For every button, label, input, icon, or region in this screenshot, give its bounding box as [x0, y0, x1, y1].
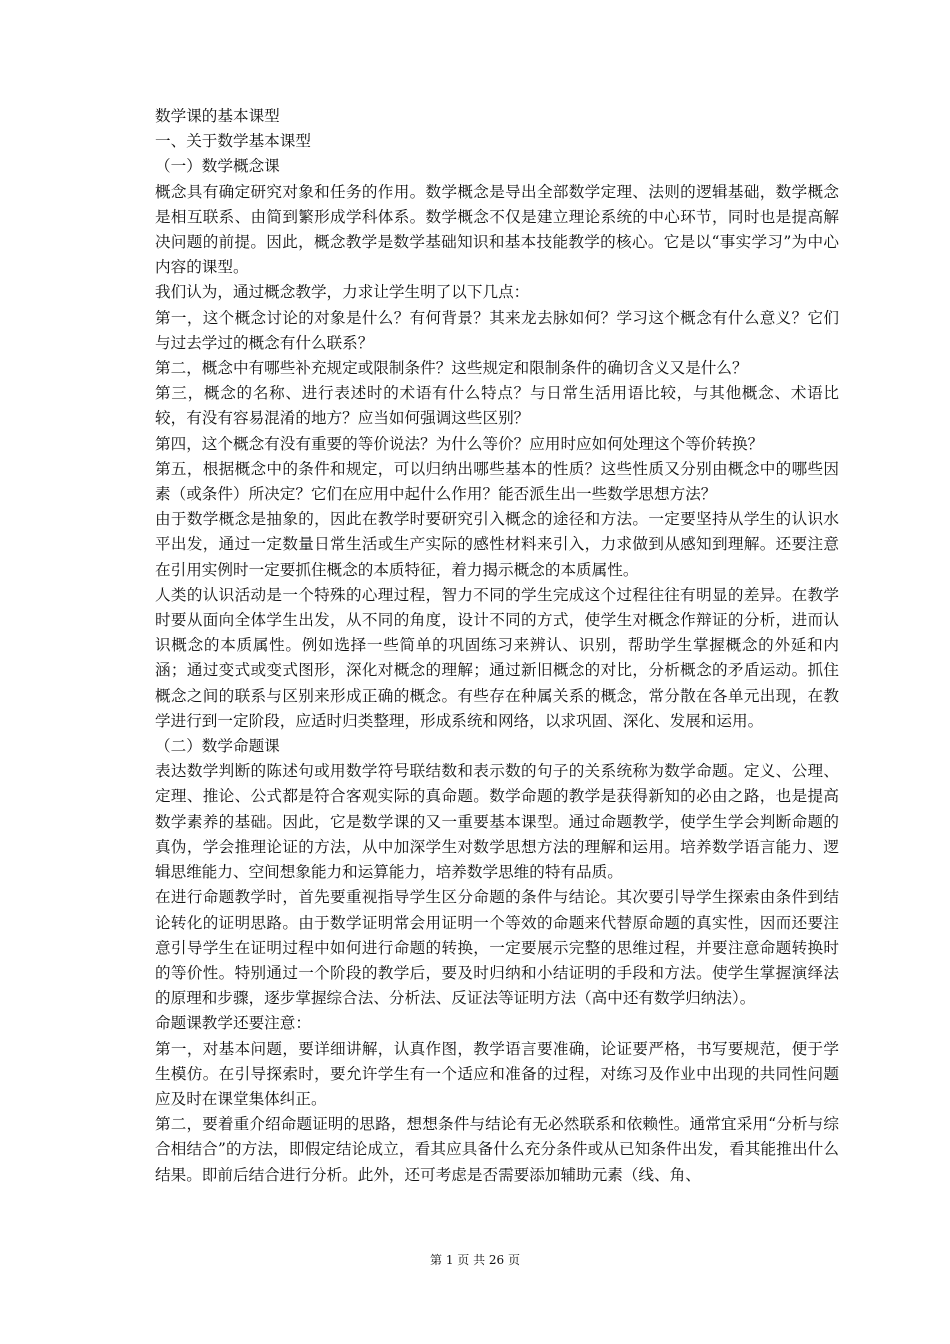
document-title: 数学课的基本课型 — [155, 107, 280, 125]
paragraph: 表达数学判断的陈述句或用数学符号联结数和表示数的句子的关系统称为数学命题。定义、公理、定理、推论、公式都是符合客观实际的真命题。数学命题的教学是获得新知的必由之路，也是提高数学素养的基础。因此，它是数学课的又一重要基本课型。通过命题教学，使学生学会判断命题的真伪，学会推理论证的方法，从中加深学生对数学思想方法的理解和运用。培养数学语言能力、逻辑思维能力、空间想象能力和运算能力，培养数学思维的特有品质。 — [155, 762, 839, 882]
paragraph: 第二，概念中有哪些补充规定或限制条件？这些规定和限制条件的确切含义又是什么？ — [155, 359, 748, 378]
paragraph: 我们认为，通过概念教学，力求让学生明了以下几点： — [155, 283, 530, 302]
paragraph: 第四，这个概念有没有重要的等价说法？为什么等价？应用时应如何处理这个等价转换？ — [155, 434, 764, 453]
paragraph: 概念具有确定研究对象和任务的作用。数学概念是导出全部数学定理、法则的逻辑基础，数学概念是相互联系、由简到繁形成学科体系。数学概念不仅是建立理论系统的中心环节，同时也是提高解决问题的前提。因此，概念教学是数学基础知识和基本技能教学的核心。它是以“事实学习”为中心内容的课型。 — [155, 182, 839, 277]
paragraph: 第二，要着重介绍命题证明的思路，想想条件与结论有无必然联系和依赖性。通常宜采用“分析与综合相结合”的方法，即假定结论成立，看其应具备什么充分条件或从已知条件出发，看其能推出什么结果。即前后结合进行分析。此外，还可考虑是否需要添加辅助元素（线、角、 — [155, 1115, 839, 1184]
subheading-concept-lesson: （一）数学概念课 — [155, 157, 280, 176]
paragraph: 第一，这个概念讨论的对象是什么？有何背景？其来龙去脉如何？学习这个概念有什么意义？它们与过去学过的概念有什么联系？ — [155, 308, 839, 352]
paragraph: 人类的认识活动是一个特殊的心理过程，智力不同的学生完成这个过程往往有明显的差异。在教学时要从面向全体学生出发，从不同的角度，设计不同的方式，使学生对概念作辩证的分析，进而认识概念的本质属性。例如选择一些简单的巩固练习来辨认、识别，帮助学生掌握概念的外延和内涵；通过变式或变式图形，深化对概念的理解；通过新旧概念的对比，分析概念的矛盾运动。抓住概念之间的联系与区别来形成正确的概念。有些存在种属关系的概念，常分散在各单元出现，在教学进行到一定阶段，应适时归类整理，形成系统和网络，以求巩固、深化、发展和运用。 — [155, 585, 839, 730]
heading-basic-lesson-types: 一、关于数学基本课型 — [155, 132, 311, 151]
paragraph: 命题课教学还要注意： — [155, 1014, 311, 1033]
paragraph: 第一，对基本问题，要详细讲解，认真作图，教学语言要准确，论证要严格，书写要规范，便于学生模仿。在引导探索时，要允许学生有一个适应和准备的过程，对练习及作业中出现的共同性问题应及时在课堂集体纠正。 — [155, 1039, 839, 1108]
document-body — [155, 104, 839, 1188]
paragraph: 在进行命题教学时，首先要重视指导学生区分命题的条件与结论。其次要引导学生探索由条件到结论转化的证明思路。由于数学证明常会用证明一个等效的命题来代替原命题的真实性，因而还要注意引导学生在证明过程中如何进行命题的转换，一定要展示完整的思维过程，并要注意命题转换时的等价性。特别通过一个阶段的教学后，要及时归纳和小结证明的手段和方法。使学生掌握演绎法的原理和步骤，逐步掌握综合法、分析法、反证法等证明方法（高中还有数学归纳法）。 — [155, 888, 839, 1008]
page-footer: 第 1 页 共 26 页 — [430, 1253, 520, 1267]
subheading-proposition-lesson: （二）数学命题课 — [155, 737, 280, 756]
paragraph: 第五，根据概念中的条件和规定，可以归纳出哪些基本的性质？这些性质又分别由概念中的哪些因素（或条件）所决定？它们在应用中起什么作用？能否派生出一些数学思想方法？ — [155, 459, 839, 504]
paragraph: 第三，概念的名称、进行表述时的术语有什么特点？与日常生活用语比较，与其他概念、术语比较，有没有容易混淆的地方？应当如何强调这些区别？ — [155, 384, 839, 428]
paragraph: 由于数学概念是抽象的，因此在教学时要研究引入概念的途径和方法。一定要坚持从学生的认识水平出发，通过一定数量日常生活或生产实际的感性材料来引入，力求做到从感知到理解。还要注意在引用实例时一定要抓住概念的本质特征，着力揭示概念的本质属性。 — [155, 510, 839, 579]
